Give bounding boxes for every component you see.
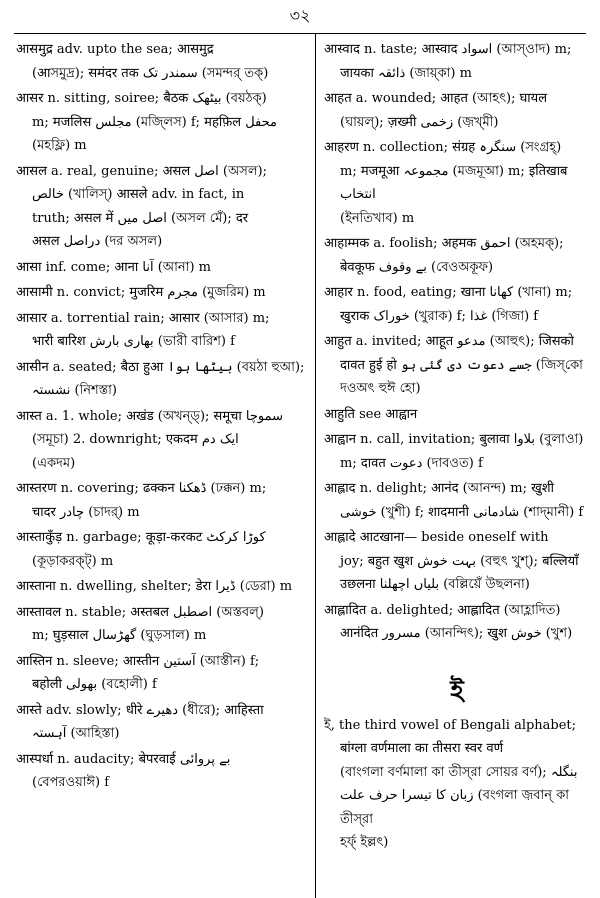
dictionary-entry	[16, 160, 306, 254]
entry-continuation: joy; बहुत खुश بہت خوش (বহুৎ খুশ্); बल्लियाँ	[340, 553, 579, 569]
entry-headline: आसार a. torrential rain; आसार (আসার) m;	[16, 310, 270, 326]
entry-continuation: خوشی (খুশী) f; शादमानी شادمانی (শাদ্‌মানী) f	[340, 504, 584, 520]
entry-headline: आहुत a. invited; आहूत مدعو (আহুৎ); जिसको	[324, 334, 574, 349]
entry-continuation: बेवकूफ بے وقوف (বেওঅকূফ)	[340, 259, 494, 275]
entry-continuation: (ঘায়ল্); ज़ख्मी زخمی (জ়খ্‌মী)	[340, 114, 499, 130]
entry-continuation: (বেপরওয়াঈ) f	[32, 775, 110, 790]
entry-continuation: truth; असल में اصل میں (অসল মেঁ); दर	[32, 210, 249, 226]
entry-headline: आहरण n. collection; संग्रह سنگرہ (সংগ্রহ্)	[324, 140, 562, 155]
dictionary-entry	[16, 699, 306, 746]
right-column	[324, 38, 590, 855]
entry-headline: आसर n. sitting, soiree; बैठक بیٹھک (বয়ঠক্)	[16, 91, 267, 106]
column-divider	[315, 34, 316, 898]
entry-headline: आस्तिन n. sleeve; आस्तीन آستین (আস্তীন) f;	[16, 653, 260, 669]
dictionary-entry	[324, 477, 590, 524]
entry-continuation: m; दावत دعوت (দাবওত) f	[340, 455, 483, 471]
entry-continuation: হর্ফ্ ইল্লৎ)	[340, 835, 389, 850]
entry-continuation: زبان کا تیسرا حرف علت (বংগলা জ়বান্ কা তীস্‌রা	[340, 788, 570, 827]
entry-continuation: (মহফ্লি) m	[32, 138, 87, 153]
entry-headline: आहाम्मक a. foolish; अहमक احمق (অহমক্);	[324, 236, 564, 251]
dictionary-entry	[16, 575, 306, 599]
entry-continuation: दावत हुई हो جسے دعوت دی گئی ہو (জিস্‌কো	[340, 357, 583, 373]
entry-headline: आसीन a. seated; बैठा हुआ بیٹھا ہوا (বয়ঠা হুআ);	[16, 359, 305, 375]
entry-continuation: बहोली بھولی (বহোলী) f	[32, 677, 157, 692]
dictionary-entry	[324, 136, 590, 230]
entry-continuation: خالص (খালিস্) आसले adv. in fact, in	[32, 187, 245, 202]
entry-headline: आह्लाद n. delight; आनंद (আনন্দ) m; खुशी	[324, 481, 554, 496]
dictionary-entry	[16, 256, 306, 280]
entry-continuation: (সমূচা) 2. downright; एकदम ایک دم	[32, 432, 239, 447]
entry-continuation: भारी बारिश بھاری بارش (ভারী বারিশ) f	[32, 334, 235, 349]
dictionary-entry	[16, 38, 306, 85]
page-number: ৩২	[289, 6, 311, 25]
entry-continuation: (কূড়াকরক্‌ট্) m	[32, 553, 114, 569]
entry-headline: आस्पर्धा n. audacity; बेपरवाई بے پروائی	[16, 751, 231, 767]
dictionary-entry	[16, 748, 306, 795]
entry-continuation: (ইনতিখাব) m	[340, 210, 415, 226]
dictionary-entry	[16, 405, 306, 476]
entry-headline: आस्ते adv. slowly; धीरे دھیرے (ধীরে); आहिस्ता	[16, 702, 264, 718]
entry-continuation: نشستہ (নিশস্তা)	[32, 383, 117, 398]
dictionary-entry	[16, 650, 306, 697]
dictionary-entry	[324, 281, 590, 328]
entry-headline: आहार n. food, eating; खाना کھانا (খানা) m;	[324, 285, 573, 300]
entry-continuation: m; मजलिस مجلس (মজ্লিস) f; महफ़िल محفل	[32, 114, 277, 130]
entry-headline: आसल a. real, genuine; असल اصل (অসল);	[16, 163, 267, 179]
entry-continuation: आनंदित مسرور (আনন্দিৎ); खुश خوش (খুশ)	[340, 626, 573, 641]
section-letter: ই	[450, 675, 464, 706]
entry-continuation: آہستہ (আহিস্তা)	[32, 726, 120, 741]
entry-headline: आह्लादित a. delighted; आह्लादित (আহ্লাদিত)	[324, 602, 561, 618]
entry-continuation: m; मजमूआ مجموعہ (মজমূআ) m; इतिखाब انتخاب	[340, 163, 568, 202]
entry-continuation: দওঅৎ হুঈ হো)	[340, 381, 421, 396]
entry-headline: ই, the third vowel of Bengali alphabet;	[324, 717, 577, 733]
entry-headline: आह्वान n. call, invitation; बुलावा بلاوا (বুলাওা)	[324, 432, 584, 447]
dictionary-entry	[16, 526, 306, 573]
left-column	[16, 38, 306, 797]
right-entries	[324, 38, 590, 646]
dictionary-entry	[324, 87, 590, 134]
entry-headline: आस्त a. 1. whole; अखंड (অখন্ড্); समूचा سموچا	[16, 408, 284, 424]
dictionary-entry	[324, 428, 590, 475]
entry-continuation: (বাংগলা বর্ণমালা কা তীস্‌রা সোয়র বর্ণ); بنگلہ	[340, 764, 578, 780]
entry-continuation: बांग्ला वर्णमाला का तीसरा स्वर वर्ण	[340, 741, 504, 756]
dictionary-entry	[324, 526, 590, 597]
dictionary-entry	[16, 477, 306, 524]
entry-headline: आसा inf. come; आना آنا (আনা) m	[16, 259, 211, 275]
entry-continuation: चादर چادر (চাদর্) m	[32, 504, 140, 520]
entry-continuation: खुराक خوراک (খুরাক) f; غذا (গিজা) f	[340, 308, 539, 324]
entry-headline: आसमुद्र adv. upto the sea; आसमुद्र	[16, 42, 214, 57]
dictionary-entry	[16, 307, 306, 354]
entry-headline: आस्तावल n. stable; अस्तबल اصطبل (অস্তবল্)	[16, 604, 264, 620]
dictionary-entry	[16, 281, 306, 305]
entry-headline: आह्लादे आटखाना— beside oneself with	[324, 530, 549, 545]
dictionary-entry	[324, 330, 590, 401]
entry-headline: आस्तरण n. covering; ढक्कन ڈھکنا (ঢক্কন) m;	[16, 481, 267, 496]
header-rule	[14, 33, 586, 34]
entry-continuation: जायका ذائقہ (জায়্‌কা) m	[340, 65, 472, 81]
dictionary-entry	[16, 356, 306, 403]
dictionary-entry	[324, 599, 590, 646]
entry-continuation: (आসমুদ্র); समंदर तक سمندر تک (সমন্দর্ তক্)	[32, 65, 269, 81]
dictionary-entry	[324, 232, 590, 279]
dictionary-entry	[16, 87, 306, 158]
entry-headline: आस्ताना n. dwelling, shelter; डेरा ڈیرا (ডেরা) m	[16, 579, 293, 594]
entry-continuation: m; घुड़साल گھڑسال (ঘুড়সাল) m	[32, 628, 207, 643]
entry-headline: आहुति see आह्वान	[324, 406, 418, 422]
entry-headline: आस्ताकुँड़ n. garbage; कूड़ा-करकट کوڑا کرکٹ	[16, 530, 266, 545]
entry-continuation: उछलना بلیاں اچھلنا (বল্লিয়েঁ উছলনা)	[340, 577, 530, 592]
entry-headline: आस्वाद n. taste; आस्वाद اسواد (আস্‌ওাদ) m;	[324, 42, 572, 57]
entry-continuation: (একদম)	[32, 455, 76, 471]
entry-headline: आहत a. wounded; आहत (আহৎ); घायल	[324, 91, 548, 106]
dictionary-entry	[324, 38, 590, 85]
entry-headline: आसामी n. convict; मुजरिम مجرم (মুজরিম) m	[16, 285, 266, 300]
dictionary-entry	[324, 403, 590, 427]
dictionary-entry	[16, 601, 306, 648]
entry-continuation: असल دراصل (দর অসল)	[32, 234, 163, 249]
section-entry	[324, 714, 590, 855]
